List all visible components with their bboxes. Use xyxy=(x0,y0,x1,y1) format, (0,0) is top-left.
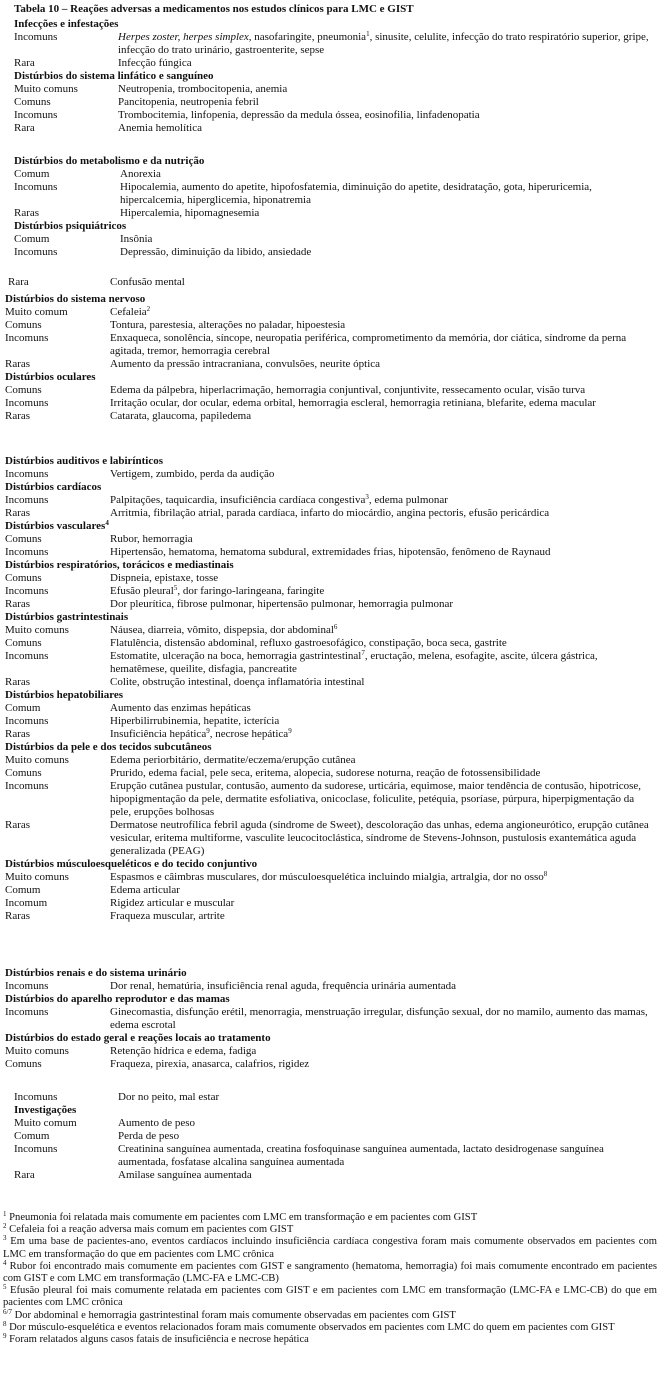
section-heading: Distúrbios da pele e dos tecidos subcutâneos xyxy=(5,741,212,753)
reaction-cell: Fraqueza, pirexia, anasarca, calafrios, rigidez xyxy=(110,1058,310,1070)
table-row xyxy=(14,207,660,220)
section-heading: Distúrbios do sistema nervoso xyxy=(5,293,146,305)
section-heading: Distúrbios vasculares$^4$ xyxy=(5,519,109,532)
section-heading: Distúrbios psiquiátricos xyxy=(14,220,127,232)
table-row xyxy=(5,819,660,858)
section-heading: Distúrbios auditivos e labirínticos xyxy=(5,455,163,467)
table-block xyxy=(5,293,660,423)
table-row xyxy=(5,1058,660,1071)
reaction-cell: Edema da pálpebra, hiperlacrimação, hemorragia conjuntival, conjuntivite, ressecamento ocular, visão turva xyxy=(110,384,586,396)
table-row xyxy=(14,233,660,246)
reaction-cell: Flatulência, distensão abdominal, refluxo gastroesofágico, constipação, boca seca, gastrite xyxy=(110,637,507,649)
frequency-cell: Incomuns xyxy=(5,332,49,344)
table-row xyxy=(5,884,660,897)
footnotes xyxy=(3,1212,657,1346)
frequency-cell: Comum xyxy=(14,233,50,245)
footnote: $^2$ Cefaleia foi a reação adversa mais comum em pacientes com GIST xyxy=(3,1222,294,1236)
reaction-cell: Aumento da pressão intracraniana, convulsões, neurite óptica xyxy=(110,358,381,370)
table-block xyxy=(14,155,660,259)
table-row xyxy=(5,306,660,319)
table-block xyxy=(14,18,660,135)
reaction-cell: Estomatite, ulceração na boca, hemorragia gastrintestinal$^7$, eructação, melena, esofagite, ascite, úlcera gástrica, hematêmese, queilite, disfagia, pancreatite xyxy=(110,649,598,675)
reaction-cell: Aumento de peso xyxy=(118,1117,195,1129)
frequency-cell: Raras xyxy=(5,410,31,422)
table-row xyxy=(14,1169,660,1182)
section-heading: Distúrbios gastrintestinais xyxy=(5,611,129,623)
reaction-cell: Hipocalemia, aumento do apetite, hipofosfatemia, diminuição do apetite, desidratação, gota, hiperuricemia, hipercalcemia, hiperglicemia, hiponatremia xyxy=(120,181,592,206)
reaction-cell: Hiperbilirrubinemia, hepatite, icterícia xyxy=(110,715,280,727)
frequency-cell: Muito comuns xyxy=(5,871,69,883)
reaction-cell: Trombocitemia, linfopenia, depressão da medula óssea, eosinofilia, linfadenopatia xyxy=(118,109,480,121)
section-heading: Distúrbios do estado geral e reações locais ao tratamento xyxy=(5,1032,271,1044)
table-row xyxy=(5,533,660,546)
frequency-cell: Incomuns xyxy=(5,546,49,558)
frequency-cell: Incomum xyxy=(5,897,48,909)
table-row xyxy=(14,83,660,96)
table-row xyxy=(5,572,660,585)
frequency-cell: Incomuns xyxy=(5,1006,49,1018)
frequency-cell: Incomuns xyxy=(14,1143,58,1155)
frequency-cell: Comuns xyxy=(5,637,42,649)
reaction-cell: Tontura, parestesia, alterações no paladar, hipoestesia xyxy=(110,319,346,331)
table-title: Tabela 10 – Reações adversas a medicamentos nos estudos clínicos para LMC e GIST xyxy=(14,3,414,15)
table-row xyxy=(5,676,660,689)
reaction-cell: Náusea, diarreia, vômito, dispepsia, dor abdominal$^6$ xyxy=(110,623,338,636)
footnote: $^9$ Foram relatados alguns casos fatais de insuficiência e necrose hepática xyxy=(3,1332,309,1346)
table-row xyxy=(5,494,660,507)
frequency-cell: Rara xyxy=(14,122,35,134)
frequency-cell: Comum xyxy=(14,168,50,180)
table-row xyxy=(14,1143,660,1169)
frequency-cell: Comum xyxy=(5,884,41,896)
frequency-cell: Raras xyxy=(5,910,31,922)
section-heading: Infecções e infestações xyxy=(14,18,119,30)
table-row xyxy=(5,358,660,371)
frequency-cell: Comuns xyxy=(5,384,42,396)
reaction-cell: Edema articular xyxy=(110,884,180,896)
reaction-cell: Irritação ocular, dor ocular, edema orbital, hemorragia escleral, hemorragia retiniana, blefarite, edema macular xyxy=(110,397,596,409)
frequency-cell: Incomuns xyxy=(5,585,49,597)
table-row xyxy=(5,410,660,423)
frequency-cell: Muito comuns xyxy=(14,83,78,95)
table-row xyxy=(5,715,660,728)
frequency-cell: Comum xyxy=(5,702,41,714)
table-row xyxy=(5,910,660,923)
table-row xyxy=(5,319,660,332)
table-row xyxy=(14,57,660,70)
reaction-cell: Herpes zoster, herpes simplex, nasofaringite, pneumonia$^1$, sinusite, celulite, infecção do trato respiratório superior, gripe, infecção do trato urinário, gastroenterite, sepse xyxy=(118,30,649,56)
table-row xyxy=(5,780,660,819)
reaction-cell: Retenção hídrica e edema, fadiga xyxy=(110,1045,257,1057)
frequency-cell: Incomuns xyxy=(5,468,49,480)
reaction-cell: Rubor, hemorragia xyxy=(110,533,193,545)
table-row xyxy=(5,767,660,780)
reaction-cell: Insônia xyxy=(120,233,153,245)
frequency-cell: Incomuns xyxy=(5,980,49,992)
section-heading: Distúrbios do metabolismo e da nutrição xyxy=(14,155,205,167)
table-row xyxy=(14,31,660,57)
table-row xyxy=(14,122,660,135)
footnote: $^{6/7}$ Dor abdominal e hemorragia gastrintestinal foram mais comumente observadas em pacientes com GIST xyxy=(3,1307,456,1321)
footnote: $^5$ Efusão pleural foi mais comumente relatada em pacientes com GIST e em pacientes com LMC em transformação (LMC-FA e LMC-CB) do que em pacientes com LMC crônica xyxy=(3,1283,657,1309)
frequency-cell: Comuns xyxy=(14,96,51,108)
reaction-cell: Neutropenia, trombocitopenia, anemia xyxy=(118,83,288,95)
reaction-cell: Dispneia, epistaxe, tosse xyxy=(110,572,219,584)
table-row xyxy=(5,980,660,993)
section-heading: Distúrbios do aparelho reprodutor e das mamas xyxy=(5,993,230,1005)
frequency-cell: Rara xyxy=(8,276,29,288)
frequency-cell: Raras xyxy=(14,207,40,219)
footnote: $^1$ Pneumonia foi relatada mais comumente em pacientes com LMC em transformação e em pacientes com GIST xyxy=(3,1210,478,1223)
frequency-cell: Raras xyxy=(5,728,31,740)
frequency-cell: Muito comuns xyxy=(5,1045,69,1057)
table-row xyxy=(5,728,660,741)
reaction-cell: Dor no peito, mal estar xyxy=(118,1091,220,1103)
table-block xyxy=(5,455,660,923)
frequency-cell: Raras xyxy=(5,676,31,688)
table-block xyxy=(5,967,660,1071)
table-row xyxy=(5,702,660,715)
reaction-cell: Dor renal, hematúria, insuficiência renal aguda, frequência urinária aumentada xyxy=(110,980,457,992)
table-row xyxy=(5,1045,660,1058)
table-row xyxy=(14,109,660,122)
reaction-cell: Catarata, glaucoma, papiledema xyxy=(110,410,252,422)
table-row xyxy=(5,585,660,598)
table-block xyxy=(8,276,660,289)
footnote: $^8$ Dor músculo-esquelética e eventos relacionados foram mais comumente observados em pacientes com LMC do quem em pacientes com GIST xyxy=(3,1319,615,1333)
frequency-cell: Rara xyxy=(14,57,35,69)
table-row xyxy=(5,332,660,358)
section-heading: Distúrbios cardíacos xyxy=(5,481,102,493)
frequency-cell: Incomuns xyxy=(5,494,49,506)
footnote: $^4$ Rubor foi encontrado mais comumente em pacientes com GIST e sangramento (hematoma, hemorragia) foi mais comumente encontrado em pacientes com GIST e com LMC em transformação (LMC-FA e LMC-CB) xyxy=(3,1258,657,1285)
frequency-cell: Muito comum xyxy=(14,1117,77,1129)
frequency-cell: Incomuns xyxy=(5,780,49,792)
reaction-cell: Hipercalemia, hipomagnesemia xyxy=(120,207,260,219)
reaction-cell: Depressão, diminuição da libido, ansiedade xyxy=(120,246,312,258)
table-row xyxy=(5,468,660,481)
reaction-cell: Aumento das enzimas hepáticas xyxy=(110,702,251,714)
reaction-cell: Amilase sanguínea aumentada xyxy=(118,1169,252,1181)
frequency-cell: Muito comuns xyxy=(5,624,69,636)
frequency-cell: Comum xyxy=(14,1130,50,1142)
section-heading: Distúrbios do sistema linfático e sanguíneo xyxy=(14,70,214,82)
frequency-cell: Incomuns xyxy=(14,181,58,193)
table-row xyxy=(14,1091,660,1104)
frequency-cell: Incomuns xyxy=(14,31,58,43)
reaction-cell: Vertigem, zumbido, perda da audição xyxy=(110,468,275,480)
reaction-cell: Rigidez articular e muscular xyxy=(110,897,235,909)
table-block xyxy=(14,1091,660,1182)
table-row xyxy=(5,624,660,637)
reaction-cell: Edema periorbitário, dermatite/eczema/erupção cutânea xyxy=(110,754,356,766)
frequency-cell: Incomuns xyxy=(14,246,58,258)
frequency-cell: Raras xyxy=(5,819,31,831)
frequency-cell: Comuns xyxy=(5,319,42,331)
frequency-cell: Comuns xyxy=(5,1058,42,1070)
section-heading: Distúrbios respiratórios, torácicos e mediastinais xyxy=(5,559,234,571)
footnote: $^3$ Em uma base de pacientes-ano, eventos cardíacos incluindo insuficiência cardíaca congestiva foram mais comumente observados em pacientes com LMC em transformação do que em pacientes com LMC crônica xyxy=(3,1234,657,1260)
frequency-cell: Incomuns xyxy=(5,397,49,409)
reaction-cell: Insuficiência hepática$^9$, necrose hepática$^9$ xyxy=(110,727,292,740)
section-heading: Distúrbios renais e do sistema urinário xyxy=(5,967,187,979)
reaction-cell: Anorexia xyxy=(120,168,161,180)
reaction-cell: Fraqueza muscular, artrite xyxy=(110,910,225,922)
table-row xyxy=(5,546,660,559)
reaction-cell: Hipertensão, hematoma, hematoma subdural, extremidades frias, hipotensão, fenômeno de Raynaud xyxy=(110,546,551,558)
frequency-cell: Comuns xyxy=(5,572,42,584)
reaction-cell: Enxaqueca, sonolência, síncope, neuropatia periférica, comprometimento da memória, dor ciática, síndrome da perna agitada, tremor, hemorragia cerebral xyxy=(110,332,627,357)
table-row xyxy=(5,871,660,884)
table-row xyxy=(5,754,660,767)
reaction-cell: Erupção cutânea pustular, contusão, aumento da sudorese, urticária, equimose, maior tendência de contusão, hipotricose, hipopigmentação da pele, dermatite esfoliativa, onicoclase, foliculite, petéquia, psoríase, púrpura, hiperpigmentação da pele, erupções bolhosas xyxy=(110,780,642,818)
frequency-cell: Raras xyxy=(5,507,31,519)
reaction-cell: Cefaleia$^2$ xyxy=(110,305,151,318)
section-heading: Investigações xyxy=(14,1104,77,1116)
table-row xyxy=(5,650,660,676)
table-row xyxy=(14,1117,660,1130)
reaction-cell: Palpitações, taquicardia, insuficiência cardíaca congestiva$^3$, edema pulmonar xyxy=(110,493,448,506)
section-heading: Distúrbios músculoesqueléticos e do tecido conjuntivo xyxy=(5,858,258,870)
reaction-cell: Anemia hemolítica xyxy=(118,122,202,134)
table-row xyxy=(14,168,660,181)
reaction-cell: Prurido, edema facial, pele seca, eritema, alopecia, sudorese noturna, reação de fotossensibilidade xyxy=(110,767,541,779)
frequency-cell: Comuns xyxy=(5,767,42,779)
table-row xyxy=(14,246,660,259)
reaction-cell: Colite, obstrução intestinal, doença inflamatória intestinal xyxy=(110,676,365,688)
table-row xyxy=(14,1130,660,1143)
frequency-cell: Muito comuns xyxy=(5,754,69,766)
frequency-cell: Rara xyxy=(14,1169,35,1181)
table-row xyxy=(5,637,660,650)
frequency-cell: Comuns xyxy=(5,533,42,545)
table-row xyxy=(5,507,660,520)
table-row xyxy=(5,598,660,611)
reaction-cell: Arritmia, fibrilação atrial, parada cardíaca, infarto do miocárdio, angina pectoris, efusão pericárdica xyxy=(110,507,550,519)
reaction-cell: Pancitopenia, neutropenia febril xyxy=(118,96,259,108)
table-row xyxy=(14,181,660,207)
frequency-cell: Incomuns xyxy=(5,715,49,727)
reaction-cell: Espasmos e câimbras musculares, dor músculoesquelética incluindo mialgia, artralgia, dor no osso$^8$ xyxy=(110,870,548,883)
frequency-cell: Incomuns xyxy=(14,1091,58,1103)
table-row xyxy=(5,1006,660,1032)
table-row xyxy=(5,384,660,397)
frequency-cell: Raras xyxy=(5,598,31,610)
frequency-cell: Incomuns xyxy=(5,650,49,662)
section-heading: Distúrbios oculares xyxy=(5,371,96,383)
table-row xyxy=(5,397,660,410)
frequency-cell: Incomuns xyxy=(14,109,58,121)
reaction-cell: Infecção fúngica xyxy=(118,57,192,69)
table-row xyxy=(5,897,660,910)
table-row xyxy=(14,96,660,109)
section-heading: Distúrbios hepatobiliares xyxy=(5,689,124,701)
frequency-cell: Raras xyxy=(5,358,31,370)
table-row xyxy=(8,276,660,289)
reaction-cell: Efusão pleural$^5$, dor faringo-laringeana, faringite xyxy=(110,584,325,597)
reaction-cell: Creatinina sanguínea aumentada, creatina fosfoquinase sanguínea aumentada, lactato desidrogenase sanguínea aumentada, fosfatase alcalina sanguínea aumentada xyxy=(118,1143,604,1168)
reaction-cell: Dermatose neutrofílica febril aguda (síndrome de Sweet), descoloração das unhas, edema angioneurótico, erupção cutânea vesicular, eritema multiforme, vasculite leucocitoclástica, síndrome de Stevens-Johnson, pustulosis exantemática aguda generalizada (PEAG) xyxy=(110,819,649,857)
reaction-cell: Perda de peso xyxy=(118,1130,180,1142)
reaction-cell: Dor pleurítica, fibrose pulmonar, hipertensão pulmonar, hemorragia pulmonar xyxy=(110,598,454,610)
reaction-cell: Confusão mental xyxy=(110,276,185,288)
frequency-cell: Muito comum xyxy=(5,306,68,318)
reaction-cell: Ginecomastia, disfunção erétil, menorragia, menstruação irregular, disfunção sexual, dor no mamilo, aumento das mamas, edema escrotal xyxy=(110,1006,648,1031)
